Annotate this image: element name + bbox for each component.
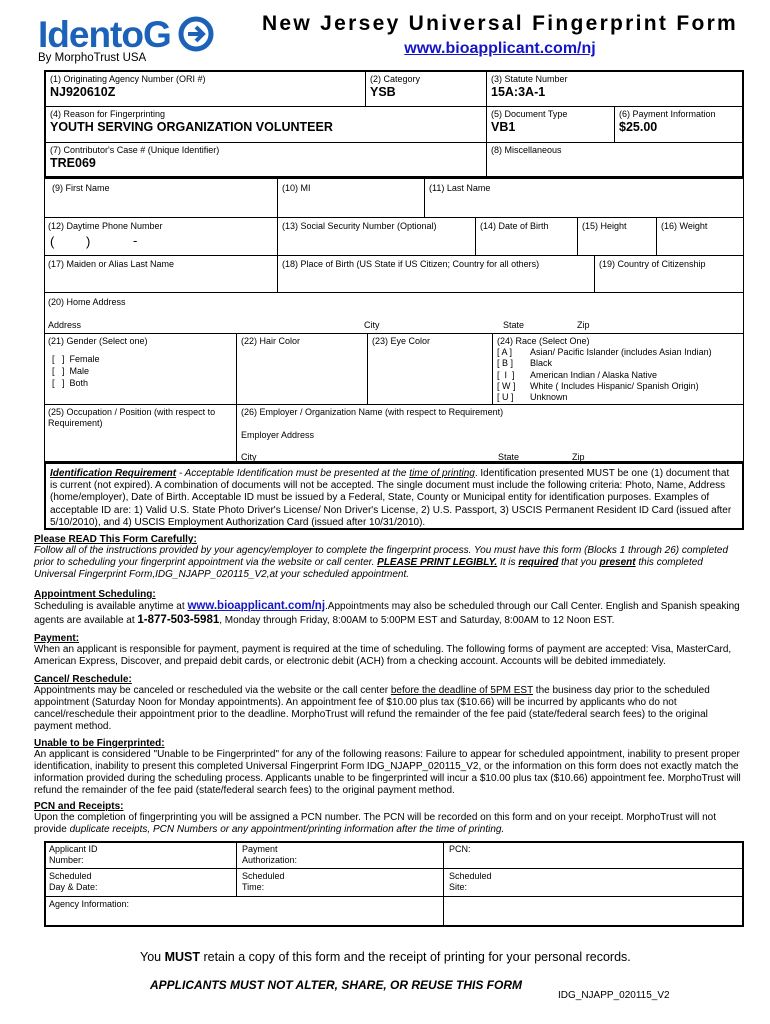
scheduling-text: Scheduling is available anytime at www.bioapplicant.com/nj.Appointments may also be scheduled through our Call Center. English and Spanish speaking agents are available at 1-877-503-5981, Monday through Friday, 8:00AM to 5:00PM EST and Saturday, 8:00AM to 12 Noon EST. [34,600,740,626]
address-label: Address [48,320,82,330]
scheduled-time-label: Scheduled Time: [242,871,285,892]
payment-label: (6) Payment Information [619,109,716,119]
race-u-checkbox[interactable]: [ U ] [497,392,514,403]
id-requirement-heading: Identification Requirement [50,468,177,479]
category-cell [366,72,487,107]
id-requirement-time: time of printing [409,468,475,479]
statute-value: 15A:3A-1 [491,85,546,99]
misc-label: (8) Miscellaneous [491,145,562,155]
employer-address-label: Employer Address [241,430,315,440]
gender-male-checkbox[interactable]: [ ] Male [52,366,90,376]
last-name-label: (11) Last Name [429,183,491,193]
payment-cell [615,107,743,143]
reason-value: YOUTH SERVING ORGANIZATION VOLUNTEER [50,120,333,134]
scheduling-section [34,589,746,627]
identogo-logo [38,12,228,70]
form-code: IDG_NJAPP_020115_V2 [558,990,670,1001]
scheduled-day-label: Scheduled Day & Date: [49,871,98,892]
race-name: Unknown [530,392,568,403]
reason-label: (4) Reason for Fingerprinting [50,109,166,119]
race-name: White ( Includes Hispanic/ Spanish Origin) [530,380,699,391]
employer-zip-label: Zip [572,452,585,462]
doc-type-label: (5) Document Type [491,109,568,119]
race-label: (24) Race (Select One) [497,336,590,346]
logo-tagline: By MorphoTrust USA [38,52,147,64]
ori-value: NJ920610Z [50,85,116,99]
gender-female-checkbox[interactable]: [ ] Female [52,354,100,364]
gender-options [52,353,100,389]
race-names [530,347,712,403]
reason-cell [46,107,487,143]
race-name: Asian/ Pacific Islander (includes Asian Indian) [530,347,712,357]
employer-label: (26) Employer / Organization Name (with respect to Requirement) [241,407,504,417]
occupation-label: (25) Occupation / Position (with respect to Requirement) [48,407,216,428]
read-section [34,534,746,581]
case-label: (7) Contributor's Case # (Unique Identifier) [50,145,220,155]
id-requirement-lead: - Acceptable Identification must be presented at the [176,468,410,479]
arrow-circle-icon [178,16,214,52]
eye-color-label: (23) Eye Color [372,336,431,346]
case-cell [46,143,487,178]
ori-label: (1) Originating Agency Number (ORI #) [50,74,206,84]
doc-type-value: VB1 [491,120,516,134]
payment-text: When an applicant is responsible for payment, payment is required at the time of scheduling. The following forms of payment are accepted: Visa, MasterCard, American Express, Discover, and prepaid debit cards, or electronic debit (ACH) from a checking account. Accounts will be debited immediately. [34,644,732,667]
race-codes [497,347,516,403]
phone-label: (12) Daytime Phone Number [48,221,163,231]
place-of-birth-label: (18) Place of Birth (US State if US Citizen; Country for all others) [282,259,540,269]
scheduling-heading: Appointment Scheduling: [34,589,156,600]
mi-label: (10) MI [282,183,311,193]
gender-both-checkbox[interactable]: [ ] Both [52,378,89,388]
logo-text: IdentoG [38,14,171,55]
maiden-name-label: (17) Maiden or Alias Last Name [48,259,175,269]
employer-city-label: City [241,452,257,462]
doc-type-cell [487,107,615,143]
statute-cell [487,72,743,107]
gender-label: (21) Gender (Select one) [48,336,148,346]
zip-label: Zip [577,320,590,330]
dob-label: (14) Date of Birth [480,221,549,231]
race-b-checkbox[interactable]: [ B ] [497,358,514,369]
race-name: Black [530,358,553,369]
weight-label: (16) Weight [661,221,708,231]
phone-paren-open: ( [50,234,55,249]
case-value: TRE069 [50,156,96,170]
pcn-heading: PCN and Receipts: [34,801,124,812]
cancel-heading: Cancel/ Reschedule: [34,674,132,685]
unable-heading: Unable to be Fingerprinted: [34,738,165,749]
race-name: American Indian / Alaska Native [530,369,658,380]
pcn-text: Upon the completion of fingerprinting you will be assigned a PCN number. The PCN will be recorded on this form and on your receipt. MorphoTrust will not provide duplicate receipts, PCN Numbers or any appointment/printing information after the time of printing. [34,812,717,835]
receipt-table [44,841,744,927]
cancel-section [34,674,746,733]
read-heading: Please READ This Form Carefully: [34,534,197,545]
misc-cell [487,143,743,178]
retain-notice: You MUST retain a copy of this form and the receipt of printing for your personal records. [140,950,631,964]
payment-heading: Payment: [34,633,80,644]
header-url-link[interactable]: www.bioapplicant.com/nj [404,40,596,57]
cancel-text: Appointments may be canceled or rescheduled via the website or the call center before the deadline of 5PM EST the business day prior to the scheduled appointment (Saturday Noon for Monday appointments). An appointment fee of $10.00 plus tax ($10.66) will be incurred by applicants who do not cancel/reschedule their appointment prior to the deadline. MorphoTrust will refund the remainder of the fee paid (state/federal search fees) to the original payment method. [34,685,710,732]
first-name-label: (9) First Name [52,183,110,193]
home-address-label: (20) Home Address [48,297,126,307]
call-center-phone: 1-877-503-5981 [137,613,220,626]
city-label: City [364,320,380,330]
page-title: New Jersey Universal Fingerprint Form [261,12,739,35]
read-text: Follow all of the instructions provided by your agency/employer to complete the fingerprint process. You must have this form (Blocks 1 through 26) completed prior to scheduling your fingerprint appointment via the website or call center. PLEASE PRINT LEGIBLY. It is required that you present this completed Universal Fingerprint Form,IDG_NJAPP_020115_V2,at your scheduled appointment. [34,545,729,580]
ssn-label: (13) Social Security Number (Optional) [282,221,437,231]
race-w-checkbox[interactable]: [ W ] [497,380,516,391]
height-label: (15) Height [582,221,627,231]
race-i-checkbox[interactable]: [ I ] [497,369,515,380]
agency-info-label: Agency Information: [49,899,130,909]
statute-label: (3) Statute Number [491,74,568,84]
agency-table [45,71,743,178]
phone-dash: - [133,233,138,248]
hair-color-label: (22) Hair Color [241,336,301,346]
category-value: YSB [370,85,396,99]
id-requirement-box [44,462,744,530]
citizenship-label: (19) Country of Citizenship [599,259,706,269]
unable-text: An applicant is considered "Unable to be Fingerprinted" for any of the following reasons: Failure to appear for scheduled appointment, inability to present proper identification, inability to present this completed Universal Fingerprint Form IDG_NJAPP_020115_V2, or the information on this form does not exactly match the information provided during the scheduling process. Applicants unable to be fingerprinted will incur a $10.00 plus tax ($10.66) appointment fee. MorphoTrust will refund the remainder of the fee paid (state/federal search fees) to the original payment method. [34,749,741,796]
unable-section [34,738,746,797]
id-requirement-text: . Identification presented MUST be one (1) document that is current (not expired). A combination of documents will not be accepted. The single document must include the following criteria: Photo, Name, Address (home/employer), Date of Birth. Acceptable ID must be issued by a Federal, State, County or Municipal entity for identification purposes. Examples of acceptable ID are: 1) Valid U.S. State Photo Driver's License/ Non Driver's License, 2) U.S. Passport, 3) USCIS Permanent Resident ID Card (issued after 5/10/2010), and 4) USCIS Employment Authorization Card (issued after 10/31/2010). [50,468,732,528]
payment-section [34,633,746,668]
race-a-checkbox[interactable]: [ A ] [497,347,513,357]
applicant-id-label: Applicant ID Number: [49,844,98,865]
pcn-section [34,801,746,836]
category-label: (2) Category [370,74,421,84]
state-label: State [503,320,525,330]
payment-value: $25.00 [619,120,658,134]
pcn-label: PCN: [449,844,471,854]
warning-notice: APPLICANTS MUST NOT ALTER, SHARE, OR REUSE THIS FORM [150,978,523,992]
employer-state-label: State [498,452,520,462]
scheduling-link[interactable]: www.bioapplicant.com/nj [187,600,326,612]
payment-auth-label: Payment Authorization: [242,844,298,865]
scheduled-site-label: Scheduled Site: [449,871,492,892]
ori-cell [46,72,366,107]
phone-paren-close: ) [86,234,91,249]
